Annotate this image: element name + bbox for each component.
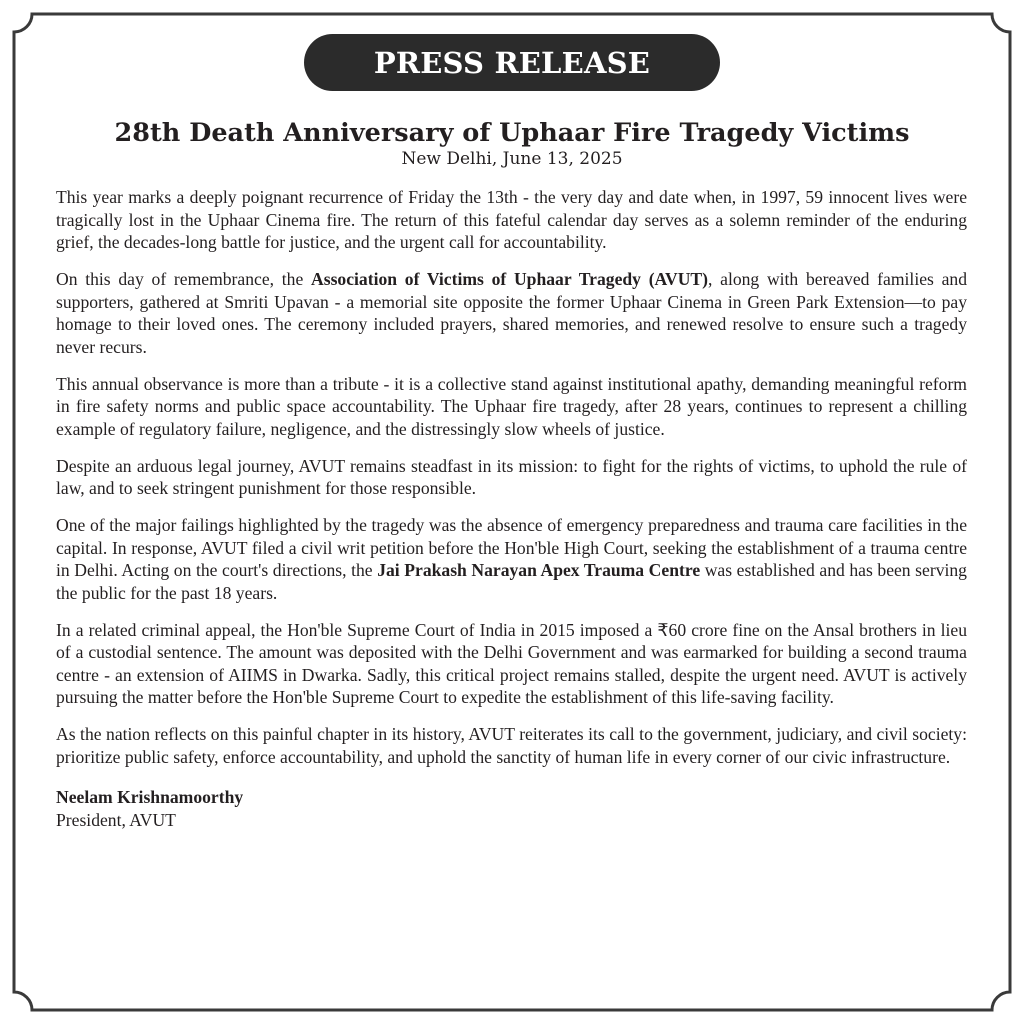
headline: 28th Death Anniversary of Uphaar Fire Tragedy Victims (114, 118, 910, 148)
press-release-body (56, 186, 967, 831)
paragraph-4: Despite an arduous legal journey, AVUT remains steadfast in its mission: to fight for the rights of victims, to uphold the rule of law, and to seek stringent punishment for those responsible. (56, 455, 967, 498)
press-release-banner (304, 34, 720, 91)
paragraph-2-text-a: On this day of remembrance, the (56, 269, 312, 289)
signature-block (56, 786, 967, 831)
paragraph-5 (56, 514, 967, 604)
paragraph-2 (56, 268, 967, 358)
paragraph-3: This annual observance is more than a tribute - it is a collective stand against institutional apathy, demanding meaningful reform in fire safety norms and public space accountability. The Uphaar fire tragedy, after 28 years, continues to represent a chilling example of regulatory failure, negligence, and the distressingly slow wheels of justice. (56, 373, 967, 439)
paragraph-7: As the nation reflects on this painful chapter in its history, AVUT reiterates its call to the government, judiciary, and civil society: prioritize public safety, enforce accountability, and uphold the sanctity of human life in every corner of our civic infrastructure. (56, 724, 967, 767)
signatory-name: Neelam Krishnamoorthy (56, 787, 244, 807)
paragraph-5-text-a: One of the major failings highlighted by the tragedy was the absence of emergency preparedness and trauma care facilities in the capital. In response, AVUT filed a civil writ petition before the Hon'ble High Court, seeking the establishment of a trauma centre in Delhi. Acting on the court's directions, the (56, 515, 967, 580)
paragraph-5-text-b: was established and has been serving the public for the past 18 years. (56, 560, 967, 603)
paragraph-2-text-b: , along with bereaved families and supporters, gathered at Smriti Upavan - a memorial site opposite the former Uphaar Cinema in Green Park Extension—to pay homage to their loved ones. The ceremony included prayers, shared memories, and renewed resolve to ensure such a tragedy never recurs. (56, 269, 967, 357)
dateline: New Delhi, June 13, 2025 (401, 149, 623, 169)
signatory-title: President, AVUT (56, 809, 176, 830)
organization-name: Association of Victims of Uphaar Tragedy (AVUT) (311, 269, 708, 289)
trauma-centre-name: Jai Prakash Narayan Apex Trauma Centre (377, 560, 701, 580)
banner-label: PRESS RELEASE (373, 45, 651, 80)
paragraph-6: In a related criminal appeal, the Hon'ble Supreme Court of India in 2015 imposed a ₹60 crore fine on the Ansal brothers in lieu of a custodial sentence. The amount was deposited with the Delhi Government and was earmarked for building a second trauma centre - an extension of AIIMS in Dwarka. Sadly, this critical project remains stalled, despite the urgent need. AVUT is actively pursuing the matter before the Hon'ble Supreme Court to expedite the establishment of this life-saving facility. (56, 619, 967, 707)
paragraph-1: This year marks a deeply poignant recurrence of Friday the 13th - the very day and date when, in 1997, 59 innocent lives were tragically lost in the Uphaar Cinema fire. The return of this fateful calendar day serves as a solemn reminder of the enduring grief, the decades-long battle for justice, and the urgent call for accountability. (56, 187, 967, 252)
